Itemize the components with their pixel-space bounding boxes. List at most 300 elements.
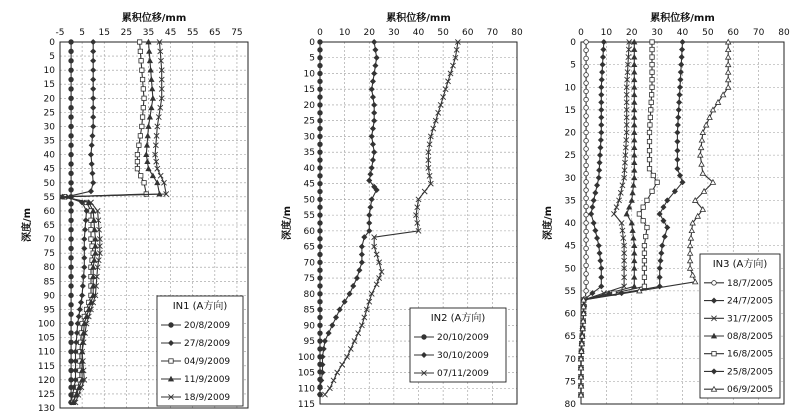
y-tick-label: 35 xyxy=(303,148,315,159)
data-point xyxy=(135,159,139,163)
x-tick-label: 0 xyxy=(578,28,584,38)
data-point xyxy=(699,162,704,167)
legend-marker xyxy=(712,352,716,356)
data-point xyxy=(373,47,378,52)
x-tick-label: 30 xyxy=(651,28,663,38)
data-point xyxy=(584,81,589,86)
data-point xyxy=(369,87,374,92)
y-tick-label: 65 xyxy=(43,221,55,231)
x-tick-label: 70 xyxy=(752,28,765,38)
y-tick-label: 45 xyxy=(303,179,315,190)
data-point xyxy=(599,115,604,120)
data-point xyxy=(649,93,653,97)
data-point xyxy=(333,315,338,320)
data-point xyxy=(690,272,695,277)
data-point xyxy=(584,180,589,185)
data-point xyxy=(726,70,731,75)
data-point xyxy=(584,171,589,176)
data-point xyxy=(372,150,377,155)
legend-label: 16/8/2005 xyxy=(727,349,774,360)
y-tick-label: 125 xyxy=(37,389,55,400)
data-point xyxy=(88,189,93,194)
data-point xyxy=(637,212,641,216)
data-point xyxy=(69,77,74,82)
data-point xyxy=(593,228,598,233)
data-point xyxy=(584,188,589,193)
data-point xyxy=(584,280,589,285)
y-tick-label: 50 xyxy=(564,264,576,275)
data-point xyxy=(318,315,323,320)
y-axis-title: 深度/m xyxy=(282,205,293,241)
data-point xyxy=(632,77,637,82)
data-point xyxy=(584,97,589,102)
data-point xyxy=(69,237,74,242)
data-point xyxy=(81,274,86,279)
data-point xyxy=(645,225,649,229)
data-point xyxy=(632,275,637,280)
data-point xyxy=(69,188,74,193)
x-tick-label: 10 xyxy=(600,28,613,38)
data-point xyxy=(318,236,323,241)
data-point xyxy=(374,282,379,287)
data-point xyxy=(584,221,589,226)
data-point xyxy=(372,39,377,44)
data-point xyxy=(647,148,651,152)
data-point xyxy=(69,340,74,345)
data-point xyxy=(318,111,323,116)
y-tick-label: 100 xyxy=(297,352,315,363)
data-point xyxy=(688,251,693,256)
data-point xyxy=(318,87,323,92)
data-point xyxy=(140,115,144,119)
y-tick-label: 0 xyxy=(49,38,55,48)
data-point xyxy=(598,137,603,142)
data-point xyxy=(584,130,589,135)
data-point xyxy=(632,137,637,142)
data-point xyxy=(318,268,323,273)
data-point xyxy=(69,87,74,92)
y-tick-label: 40 xyxy=(564,219,576,229)
data-point xyxy=(632,251,637,256)
data-point xyxy=(649,108,653,112)
data-point xyxy=(89,237,93,241)
data-point xyxy=(584,40,589,45)
data-point xyxy=(74,340,79,345)
data-point xyxy=(69,49,74,54)
data-point xyxy=(650,70,654,74)
data-point xyxy=(642,259,646,263)
data-point xyxy=(69,105,74,110)
data-point xyxy=(594,235,599,240)
y-tick-label: 15 xyxy=(564,105,576,116)
data-point xyxy=(632,122,637,127)
data-point xyxy=(675,157,680,162)
data-point xyxy=(91,96,96,101)
data-point xyxy=(145,159,150,164)
data-point xyxy=(91,114,96,119)
data-point xyxy=(139,174,143,178)
data-point xyxy=(372,110,377,115)
y-tick-label: 80 xyxy=(43,263,55,274)
y-tick-label: 55 xyxy=(43,192,55,203)
y-tick-label: 10 xyxy=(303,69,315,80)
data-point xyxy=(318,126,323,131)
data-point xyxy=(650,40,654,44)
data-point xyxy=(675,166,680,171)
data-point xyxy=(677,173,682,178)
data-point xyxy=(69,68,74,73)
data-point xyxy=(318,181,323,186)
data-point xyxy=(655,180,659,184)
x-tick-label: 80 xyxy=(511,28,523,38)
data-point xyxy=(598,145,603,150)
series-line xyxy=(62,42,166,402)
data-point xyxy=(677,85,682,90)
data-point xyxy=(82,227,87,232)
data-point xyxy=(632,47,637,52)
data-point xyxy=(368,205,373,210)
data-point xyxy=(318,48,323,53)
data-point xyxy=(69,209,74,214)
data-point xyxy=(82,246,87,251)
data-point xyxy=(600,54,605,59)
data-point xyxy=(658,258,663,263)
data-point xyxy=(318,173,323,178)
data-point xyxy=(78,300,83,305)
data-point xyxy=(593,190,598,195)
data-point xyxy=(69,96,74,101)
y-tick-label: 60 xyxy=(564,309,576,320)
y-tick-label: 0 xyxy=(570,38,576,48)
legend-marker xyxy=(422,335,427,340)
data-point xyxy=(599,107,604,112)
data-point xyxy=(584,48,589,53)
data-point xyxy=(83,218,88,223)
data-point xyxy=(700,130,705,135)
legend-label: 30/10/2009 xyxy=(437,351,489,361)
x-tick-label: 65 xyxy=(209,28,221,38)
data-point xyxy=(584,289,589,294)
data-point xyxy=(75,321,80,326)
data-point xyxy=(318,331,323,336)
y-tick-label: 35 xyxy=(43,136,55,147)
y-tick-label: 20 xyxy=(43,94,55,105)
data-point xyxy=(632,85,637,90)
x-tick-label: 10 xyxy=(338,28,351,38)
legend-label: 24/7/2005 xyxy=(727,296,774,307)
legend xyxy=(410,308,506,382)
y-tick-label: 85 xyxy=(43,277,55,288)
y-tick-label: 110 xyxy=(297,384,315,395)
data-point xyxy=(632,107,637,112)
data-point xyxy=(584,114,589,119)
y-tick-label: 115 xyxy=(297,400,315,410)
data-point xyxy=(91,39,96,44)
data-point xyxy=(69,321,74,326)
y-tick-label: 10 xyxy=(43,66,55,77)
data-point xyxy=(318,103,323,108)
data-point xyxy=(368,172,373,177)
data-point xyxy=(601,47,606,52)
data-point xyxy=(318,307,323,312)
data-point xyxy=(140,68,144,72)
data-point xyxy=(590,205,595,210)
data-point xyxy=(331,378,336,383)
data-point xyxy=(645,198,649,202)
y-tick-label: 65 xyxy=(303,242,315,253)
data-point xyxy=(348,346,353,351)
data-point xyxy=(642,284,646,288)
data-point xyxy=(69,171,74,176)
data-point xyxy=(69,246,74,251)
series-2 xyxy=(317,39,379,397)
legend-label: 27/8/2009 xyxy=(184,339,231,349)
data-point xyxy=(318,205,323,210)
data-point xyxy=(69,180,74,185)
y-tick-label: 60 xyxy=(303,226,315,237)
x-tick-label: 60 xyxy=(462,28,474,38)
data-point xyxy=(69,284,74,289)
y-tick-label: 70 xyxy=(303,258,315,269)
data-point xyxy=(69,312,74,317)
legend-label: 18/7/2005 xyxy=(727,278,774,289)
data-point xyxy=(584,238,589,243)
data-point xyxy=(149,77,154,82)
data-point xyxy=(318,189,323,194)
data-point xyxy=(359,244,364,249)
data-point xyxy=(351,283,356,288)
y-tick-label: 80 xyxy=(303,289,315,300)
y-tick-label: 75 xyxy=(43,249,55,260)
data-point xyxy=(726,77,731,82)
y-tick-label: 120 xyxy=(37,375,55,386)
data-point xyxy=(145,133,150,138)
chart-panel-2 xyxy=(280,11,523,410)
y-tick-label: 15 xyxy=(303,85,315,96)
data-point xyxy=(69,134,74,139)
data-point xyxy=(340,362,345,367)
y-axis-title: 深度/m xyxy=(22,207,33,243)
data-point xyxy=(69,58,74,63)
series-line xyxy=(320,42,377,395)
data-point xyxy=(318,197,323,202)
data-point xyxy=(599,85,604,90)
data-point xyxy=(584,64,589,69)
data-point xyxy=(601,39,606,44)
y-tick-label: 30 xyxy=(303,132,315,143)
legend-marker xyxy=(169,323,174,328)
y-tick-label: 25 xyxy=(303,116,315,127)
x-tick-label: 45 xyxy=(164,28,177,38)
data-point xyxy=(584,163,589,168)
data-point xyxy=(676,115,681,120)
data-point xyxy=(641,205,645,209)
data-point xyxy=(69,274,74,279)
data-point xyxy=(649,100,653,104)
data-point xyxy=(318,260,323,265)
x-tick-label: 80 xyxy=(778,28,790,38)
x-tick-label: 50 xyxy=(702,28,714,38)
data-point xyxy=(632,153,637,158)
data-point xyxy=(650,189,654,193)
data-point xyxy=(594,183,599,188)
data-point xyxy=(372,118,377,123)
data-point xyxy=(641,219,645,223)
data-point xyxy=(678,77,683,82)
series-1 xyxy=(69,40,74,405)
data-point xyxy=(342,299,347,304)
y-tick-label: 95 xyxy=(303,337,315,348)
data-point xyxy=(584,73,589,78)
data-point xyxy=(632,115,637,120)
data-point xyxy=(138,49,142,53)
data-point xyxy=(647,167,651,171)
data-point xyxy=(142,96,146,100)
y-tick-label: 80 xyxy=(564,400,576,410)
data-point xyxy=(69,331,74,336)
data-point xyxy=(80,283,85,288)
data-point xyxy=(374,55,379,60)
data-point xyxy=(591,220,596,225)
y-tick-label: 40 xyxy=(303,163,315,174)
legend-marker xyxy=(712,281,717,286)
y-tick-label: 100 xyxy=(37,319,55,330)
data-point xyxy=(90,133,95,138)
y-tick-label: 50 xyxy=(43,178,55,189)
data-point xyxy=(676,107,681,112)
data-point xyxy=(69,202,74,207)
x-tick-label: 15 xyxy=(98,28,110,38)
data-point xyxy=(137,40,141,44)
data-point xyxy=(158,173,163,178)
data-point xyxy=(69,265,74,270)
y-tick-label: 25 xyxy=(564,151,576,162)
data-point xyxy=(675,130,680,135)
legend-label: 11/9/2009 xyxy=(184,375,231,385)
data-point xyxy=(611,211,616,216)
data-point xyxy=(584,138,589,143)
data-point xyxy=(632,130,637,135)
data-point xyxy=(91,68,96,73)
y-tick-label: 55 xyxy=(303,211,315,222)
data-point xyxy=(679,47,684,52)
data-point xyxy=(650,62,654,66)
legend-label: 06/9/2005 xyxy=(727,385,774,396)
data-point xyxy=(356,331,361,336)
y-tick-label: 105 xyxy=(297,368,315,379)
data-point xyxy=(675,139,680,144)
data-point xyxy=(584,155,589,160)
data-point xyxy=(665,225,670,230)
data-point xyxy=(661,218,666,223)
data-point xyxy=(624,211,629,216)
data-point xyxy=(138,134,142,138)
data-point xyxy=(359,260,364,265)
data-point xyxy=(632,100,637,105)
chart-panel-3 xyxy=(541,11,790,410)
data-point xyxy=(347,291,352,296)
x-tick-label: 75 xyxy=(231,28,243,38)
legend-label: 20/8/2009 xyxy=(184,321,231,331)
data-point xyxy=(69,152,74,157)
data-point xyxy=(584,255,589,260)
data-point xyxy=(318,229,323,234)
data-point xyxy=(679,54,684,59)
x-tick-label: 25 xyxy=(120,28,133,38)
data-point xyxy=(627,205,632,210)
y-tick-label: 45 xyxy=(43,164,55,175)
data-point xyxy=(372,102,377,107)
x-axis-title: 累积位移/mm xyxy=(386,13,451,24)
data-point xyxy=(662,234,667,239)
data-point xyxy=(688,266,693,271)
data-point xyxy=(632,168,637,173)
data-point xyxy=(137,143,141,147)
data-point xyxy=(632,266,637,271)
data-point xyxy=(318,276,323,281)
data-point xyxy=(318,95,323,100)
data-point xyxy=(632,160,637,165)
data-point xyxy=(642,275,646,279)
data-point xyxy=(584,263,589,268)
data-point xyxy=(584,246,589,251)
data-point xyxy=(644,234,648,238)
data-point xyxy=(650,55,654,59)
data-point xyxy=(599,266,604,271)
y-tick-label: 45 xyxy=(564,241,576,252)
data-point xyxy=(357,268,362,273)
x-tick-label: 30 xyxy=(388,28,400,38)
data-point xyxy=(318,323,323,328)
data-point xyxy=(599,77,604,82)
data-point xyxy=(591,198,596,203)
data-point xyxy=(597,251,602,256)
data-point xyxy=(688,235,693,240)
data-point xyxy=(69,124,74,129)
data-point xyxy=(584,212,589,217)
x-tick-label: 20 xyxy=(626,28,638,38)
y-tick-label: 95 xyxy=(43,305,55,316)
data-point xyxy=(700,171,705,176)
data-point xyxy=(370,142,375,147)
data-point xyxy=(326,331,331,336)
data-point xyxy=(632,54,637,59)
data-point xyxy=(135,152,139,156)
y-tick-label: 35 xyxy=(564,196,576,207)
data-point xyxy=(584,89,589,94)
y-tick-label: 60 xyxy=(43,206,55,217)
data-point xyxy=(367,220,372,225)
data-point xyxy=(632,92,637,97)
data-point xyxy=(369,165,374,170)
data-point xyxy=(589,211,594,216)
data-point xyxy=(584,122,589,127)
data-point xyxy=(657,266,662,271)
y-tick-label: 55 xyxy=(564,286,576,297)
data-point xyxy=(657,211,662,216)
data-point xyxy=(135,166,139,170)
data-point xyxy=(599,130,604,135)
legend-label: 08/8/2005 xyxy=(727,332,774,342)
y-tick-label: 5 xyxy=(570,60,576,71)
data-point xyxy=(82,265,87,270)
data-point xyxy=(147,58,152,63)
data-point xyxy=(677,100,682,105)
series-line xyxy=(581,42,629,395)
data-point xyxy=(140,124,144,128)
data-point xyxy=(632,243,637,248)
data-point xyxy=(584,56,589,61)
